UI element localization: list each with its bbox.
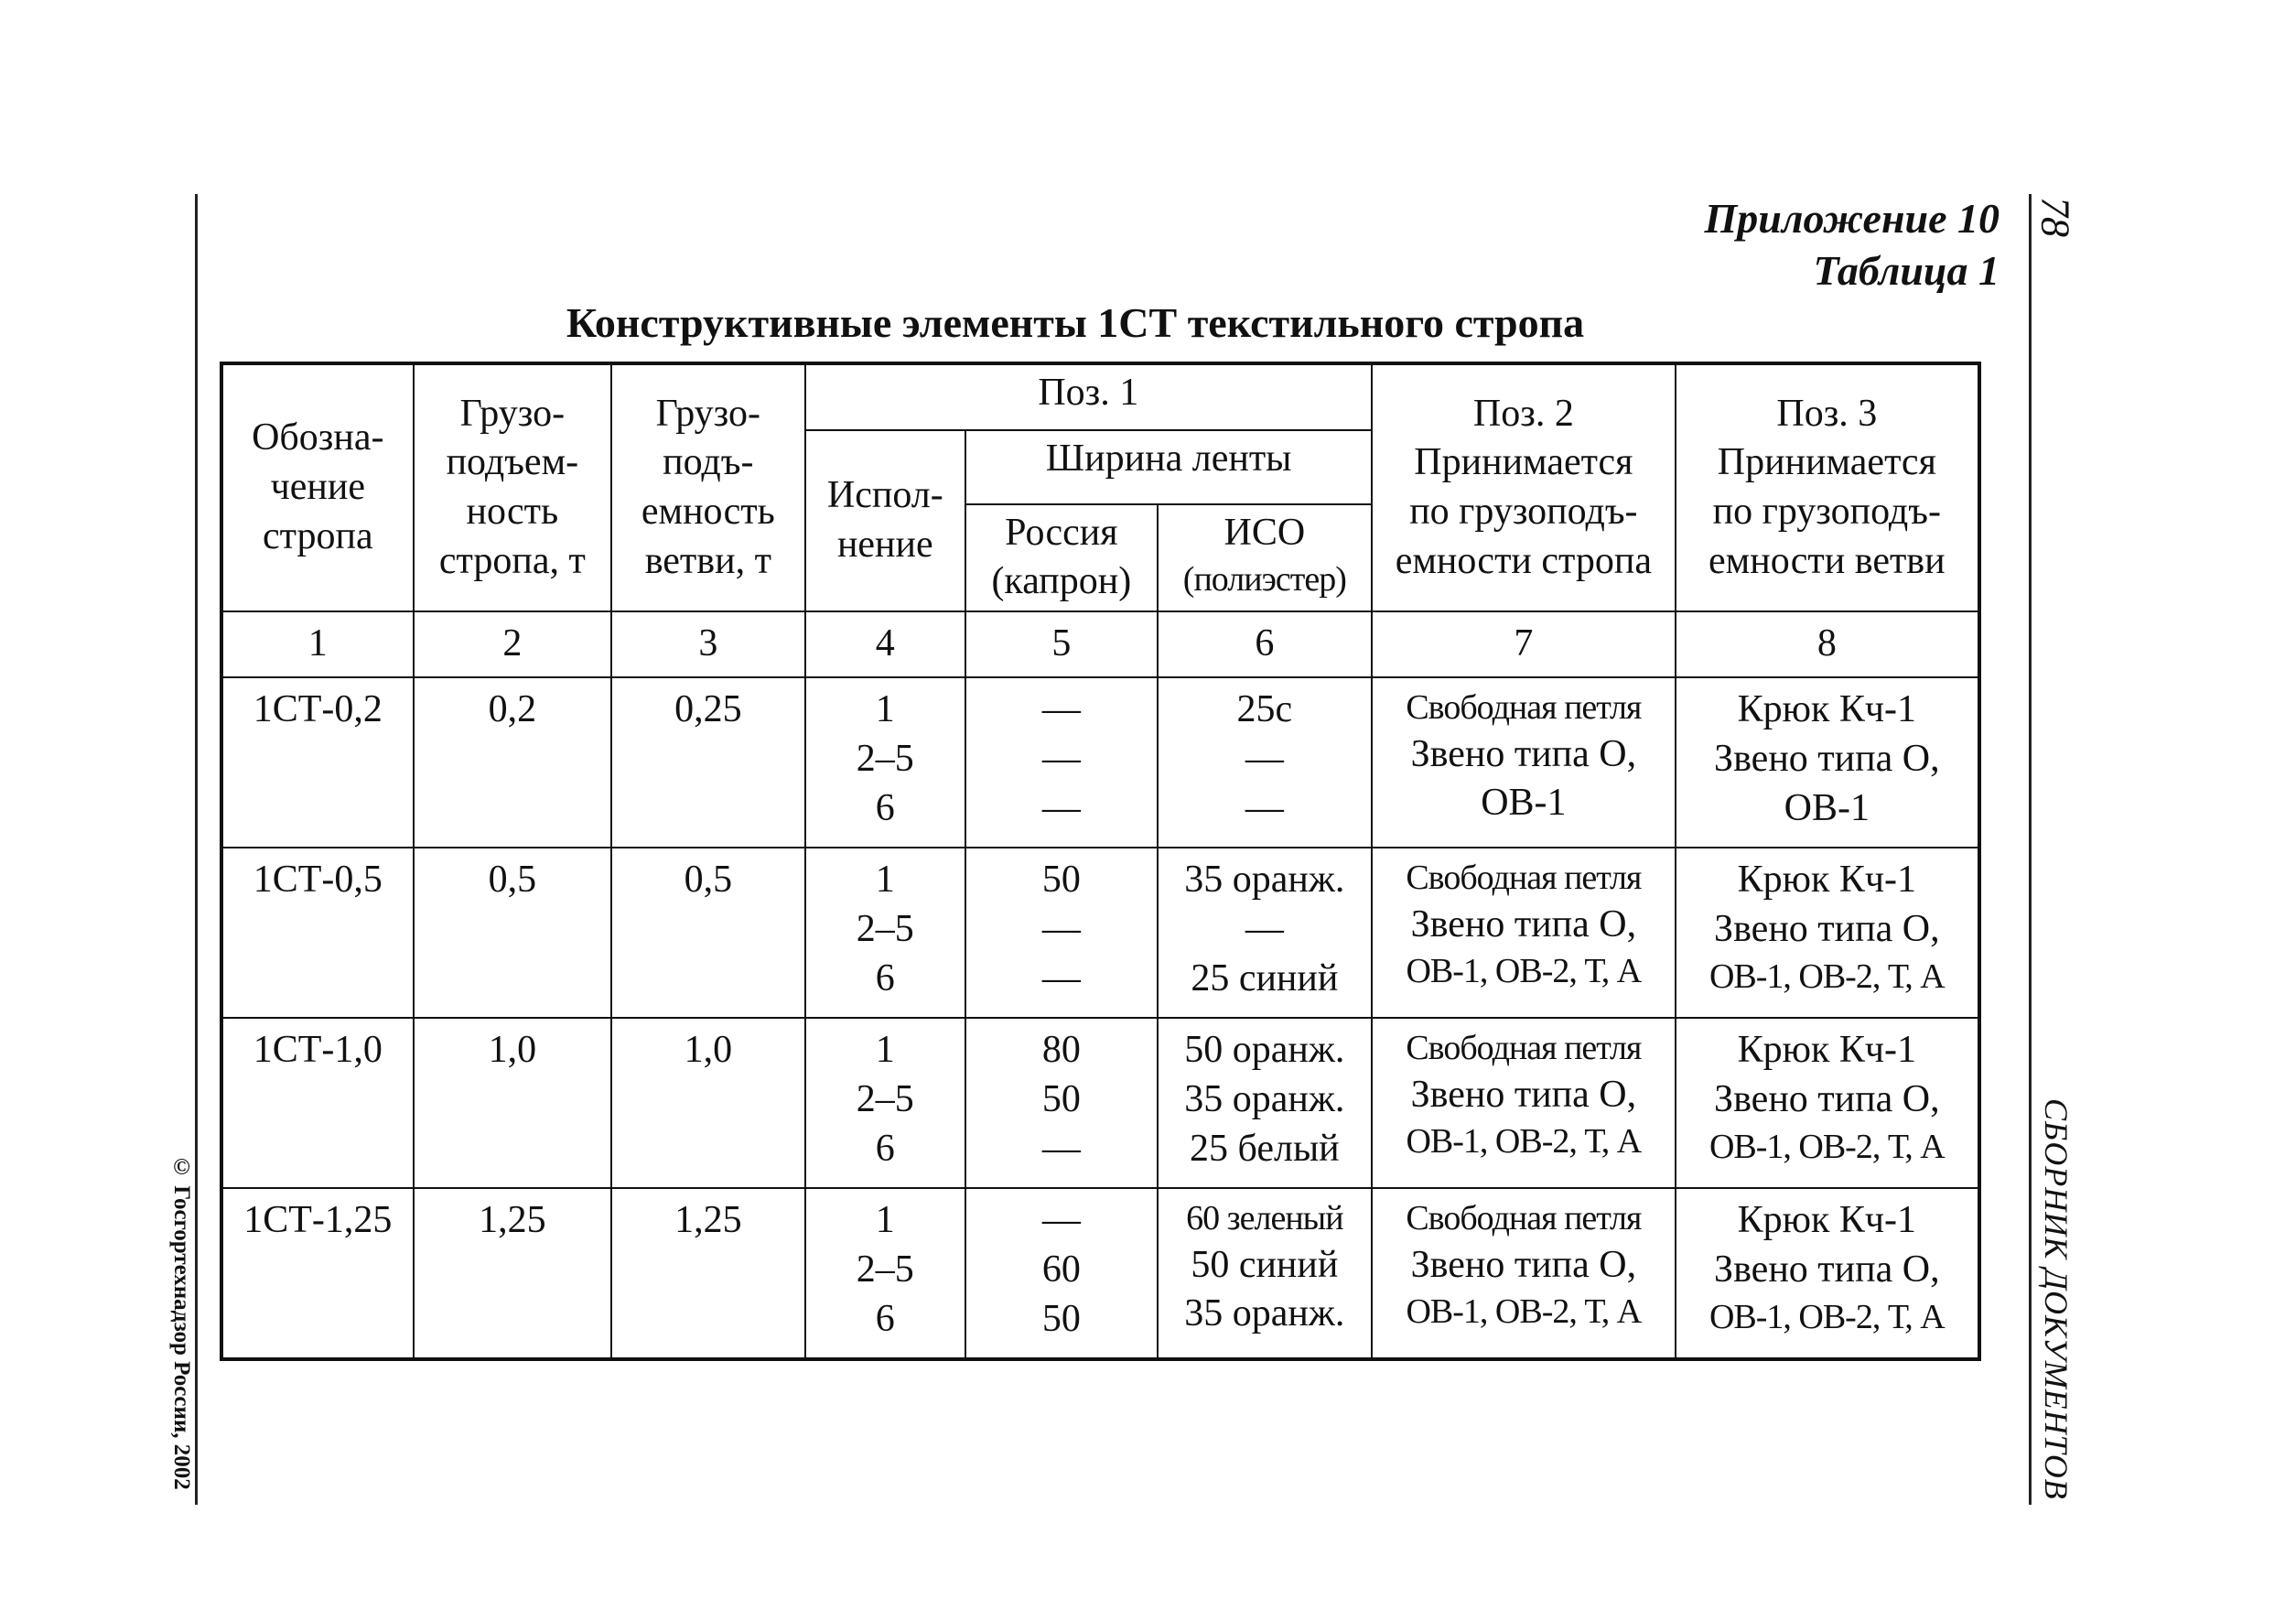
- cell-version: 1 2–5 6: [805, 1018, 966, 1188]
- column-number: 3: [611, 611, 804, 677]
- cell-branch-capacity: 1,25: [611, 1188, 804, 1359]
- cell-iso: 35 оранж. — 25 синий: [1158, 848, 1373, 1018]
- page-number: 78: [2032, 197, 2078, 237]
- column-number: 2: [414, 611, 612, 677]
- copyright-side-text: © Госгортехнадзор России, 2002: [169, 1155, 194, 1490]
- header-tape-width: Ширина ленты: [965, 430, 1372, 504]
- cell-sling-capacity: 1,25: [414, 1188, 612, 1359]
- table-row: [221, 1188, 1979, 1359]
- column-number-row: [221, 611, 1979, 677]
- column-number: 4: [805, 611, 966, 677]
- cell-russia: 80 50 —: [965, 1018, 1158, 1188]
- cell-pos3: Крюк Кч-1 Звено типа О, ОВ-1, ОВ-2, Т, А: [1676, 1018, 1979, 1188]
- column-number: 7: [1372, 611, 1676, 677]
- table-row: [221, 848, 1979, 1018]
- cell-sling-capacity: 0,2: [414, 677, 612, 848]
- header-pos2: Поз. 2 Принимается по грузоподъ- емности стропа: [1372, 363, 1676, 611]
- header-sling-capacity: Грузо- подъем- ность стропа, т: [414, 363, 612, 611]
- cell-pos3: Крюк Кч-1 Звено типа О, ОВ-1, ОВ-2, Т, А: [1676, 848, 1979, 1018]
- appendix-label: Приложение 10: [1704, 195, 2000, 242]
- table-label: Таблица 1: [1813, 247, 2000, 294]
- sling-elements-table: [220, 362, 1981, 1361]
- column-number: 8: [1676, 611, 1979, 677]
- cell-iso: 50 оранж. 35 оранж. 25 белый: [1158, 1018, 1373, 1188]
- cell-version: 1 2–5 6: [805, 677, 966, 848]
- cell-branch-capacity: 1,0: [611, 1018, 804, 1188]
- header-version: Испол- нение: [805, 430, 966, 611]
- column-number: 5: [965, 611, 1158, 677]
- cell-designation: 1СТ-0,5: [221, 848, 414, 1018]
- cell-pos3: Крюк Кч-1 Звено типа О, ОВ-1: [1676, 677, 1979, 848]
- cell-designation: 1СТ-0,2: [221, 677, 414, 848]
- cell-version: 1 2–5 6: [805, 848, 966, 1018]
- right-margin-rule: [2029, 194, 2032, 1505]
- cell-sling-capacity: 1,0: [414, 1018, 612, 1188]
- cell-designation: 1СТ-1,0: [221, 1018, 414, 1188]
- cell-pos2: Свободная петля Звено типа О, ОВ-1, ОВ-2, Т, А: [1372, 848, 1676, 1018]
- header-pos3: Поз. 3 Принимается по грузоподъ- емности ветви: [1676, 363, 1979, 611]
- cell-iso: 60 зеленый 50 синий 35 оранж.: [1158, 1188, 1373, 1359]
- cell-version: 1 2–5 6: [805, 1188, 966, 1359]
- column-number: 6: [1158, 611, 1373, 677]
- cell-pos3: Крюк Кч-1 Звено типа О, ОВ-1, ОВ-2, Т, А: [1676, 1188, 1979, 1359]
- cell-pos2: Свободная петля Звено типа О, ОВ-1, ОВ-2, Т, А: [1372, 1018, 1676, 1188]
- cell-russia: — — —: [965, 677, 1158, 848]
- header-designation: Обозна- чение стропа: [221, 363, 414, 611]
- table-row: [221, 677, 1979, 848]
- cell-designation: 1СТ-1,25: [221, 1188, 414, 1359]
- cell-pos2: Свободная петля Звено типа О, ОВ-1, ОВ-2, Т, А: [1372, 1188, 1676, 1359]
- collection-side-text: СБОРНИК ДОКУМЕНТОВ: [2038, 1098, 2075, 1500]
- table-title: Конструктивные элементы 1СТ текстильного стропа: [566, 299, 1585, 346]
- cell-iso: 25с — —: [1158, 677, 1373, 848]
- cell-branch-capacity: 0,5: [611, 848, 804, 1018]
- header-pos1: Поз. 1: [805, 363, 1373, 430]
- header-russia: Россия (капрон): [965, 504, 1158, 612]
- cell-russia: — 60 50: [965, 1188, 1158, 1359]
- cell-russia: 50 — —: [965, 848, 1158, 1018]
- header-iso: ИСО (полиэстер): [1158, 504, 1373, 612]
- table-row: [221, 1018, 1979, 1188]
- cell-branch-capacity: 0,25: [611, 677, 804, 848]
- column-number: 1: [221, 611, 414, 677]
- header-branch-capacity: Грузо- подъ- емность ветви, т: [611, 363, 804, 611]
- cell-sling-capacity: 0,5: [414, 848, 612, 1018]
- cell-pos2: Свободная петля Звено типа О, ОВ-1: [1372, 677, 1676, 848]
